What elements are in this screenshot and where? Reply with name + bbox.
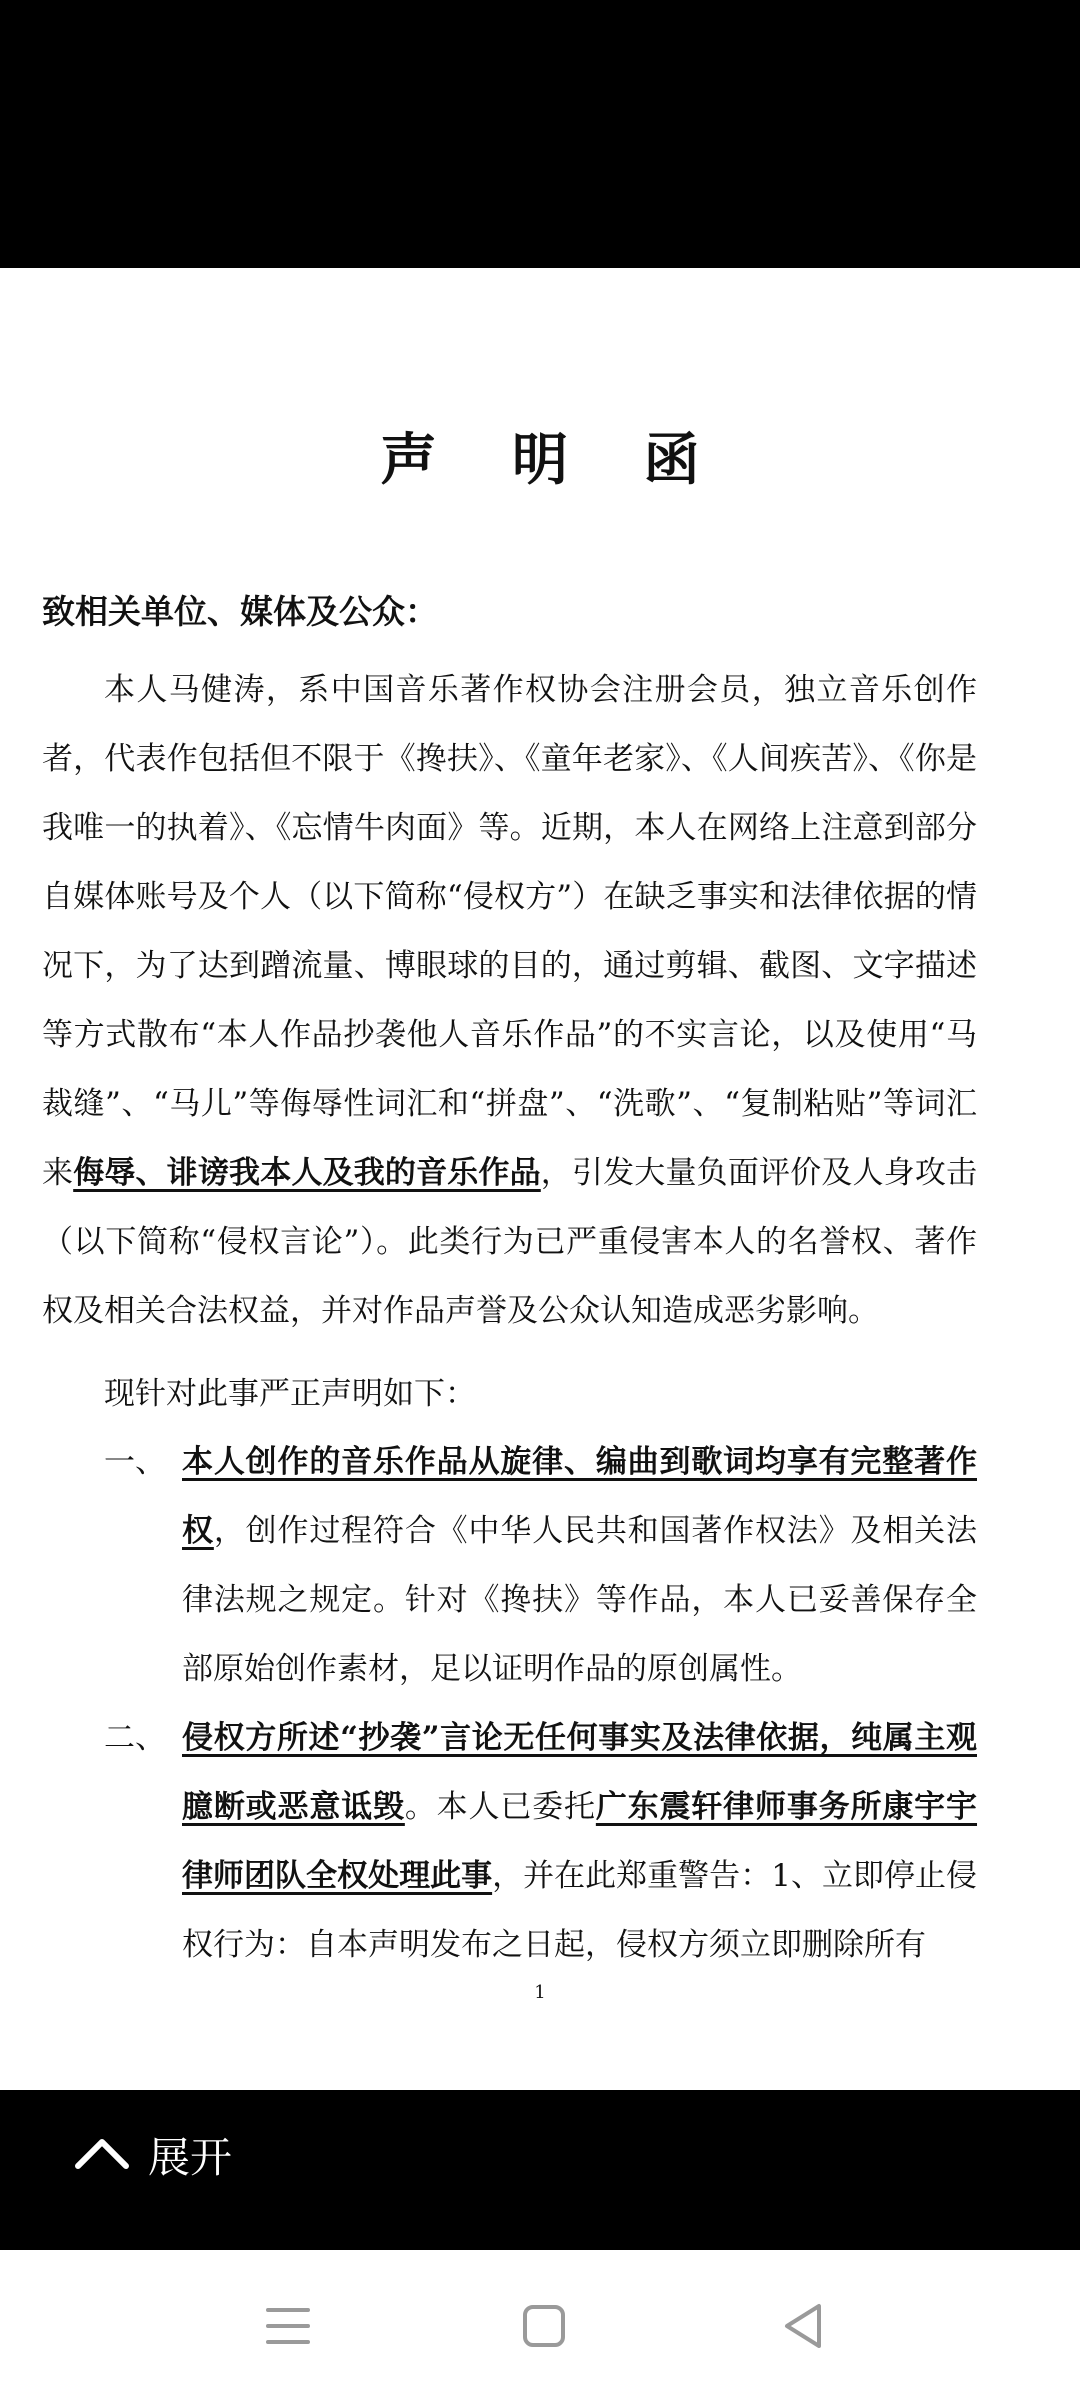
list-item-2-emphasis-a: 侵权方所述“抄袭”言论无任何事实及法律依据，纯属主观臆断或恶意诋毁 — [182, 1720, 977, 1825]
list-item-1-emphasis: 本人创作的音乐作品从旋律、编曲到歌词均享有完整著作权 — [182, 1444, 977, 1549]
paragraph-intro-text-b: ，引发大量负面评价及人身攻击（以下简称“侵权言论”）。此类行为已严重侵害本人的名誉权、著作权及相关合法权益，并对作品声誉及公众认知造成恶劣影响。 — [42, 1155, 978, 1329]
paragraph-statement-intro: 现针对此事严正声明如下： — [104, 1376, 476, 1412]
back-icon[interactable] — [775, 2298, 835, 2354]
document-title: 声 明 函 — [380, 427, 728, 493]
paragraph-intro — [42, 656, 977, 1346]
list-item-1-text: ，创作过程符合《中华人民共和国著作权法》及相关法律法规之规定。针对《搀扶》等作品，本人已妥善保存全部原始创作素材，足以证明作品的原创属性。 — [182, 1513, 978, 1687]
list-item-1-body — [182, 1428, 977, 1704]
chevron-up-icon[interactable] — [74, 2132, 130, 2172]
list-item-1 — [42, 1428, 977, 1704]
expand-button[interactable]: 展开 — [148, 2133, 233, 2182]
list-item-1-number: 一、 — [104, 1444, 166, 1480]
list-item-2-number: 二、 — [104, 1720, 166, 1756]
menu-icon[interactable] — [258, 2298, 318, 2354]
list-item-2-body — [182, 1704, 977, 1980]
paragraph-intro-text-a: 本人马健涛，系中国音乐著作权协会注册会员，独立音乐创作者，代表作包括但不限于《搀扶》、《童年老家》、《人间疾苦》、《你是我唯一的执着》、《忘情牛肉面》等。近期，本人在网络上注意到部分自媒体账号及个人（以下简称“侵权方”）在缺乏事实和法律依据的情况下，为了达到蹭流量、博眼球的目的，通过剪辑、截图、文字描述等方式散布“本人作品抄袭他人音乐作品”的不实言论，以及使用“马裁缝”、“马儿”等侮辱性词汇和“拼盘”、“洗歌”、“复制粘贴”等词汇来 — [42, 672, 977, 1191]
salutation: 致相关单位、媒体及公众： — [42, 592, 438, 631]
home-icon[interactable] — [514, 2298, 574, 2354]
page-number: 1 — [534, 1982, 546, 2003]
document-page — [0, 268, 1080, 2090]
paragraph-intro-emphasis: 侮辱、诽谤我本人及我的音乐作品 — [73, 1155, 541, 1191]
list-item-2 — [42, 1704, 977, 1980]
list-item-2-emphasis-b: 广东震轩律师事务所康宇宇律师团队全权处理此事 — [182, 1789, 978, 1894]
system-nav-bar — [0, 2250, 1080, 2400]
list-item-2-text-b: ，并在此郑重警告：1、立即停止侵权行为：自本声明发布之日起，侵权方须立即删除所有 — [182, 1858, 977, 1963]
expand-bar[interactable] — [0, 2090, 1080, 2250]
list-item-2-text-a: 。本人已委托 — [404, 1789, 596, 1825]
top-black-area — [0, 0, 1080, 268]
